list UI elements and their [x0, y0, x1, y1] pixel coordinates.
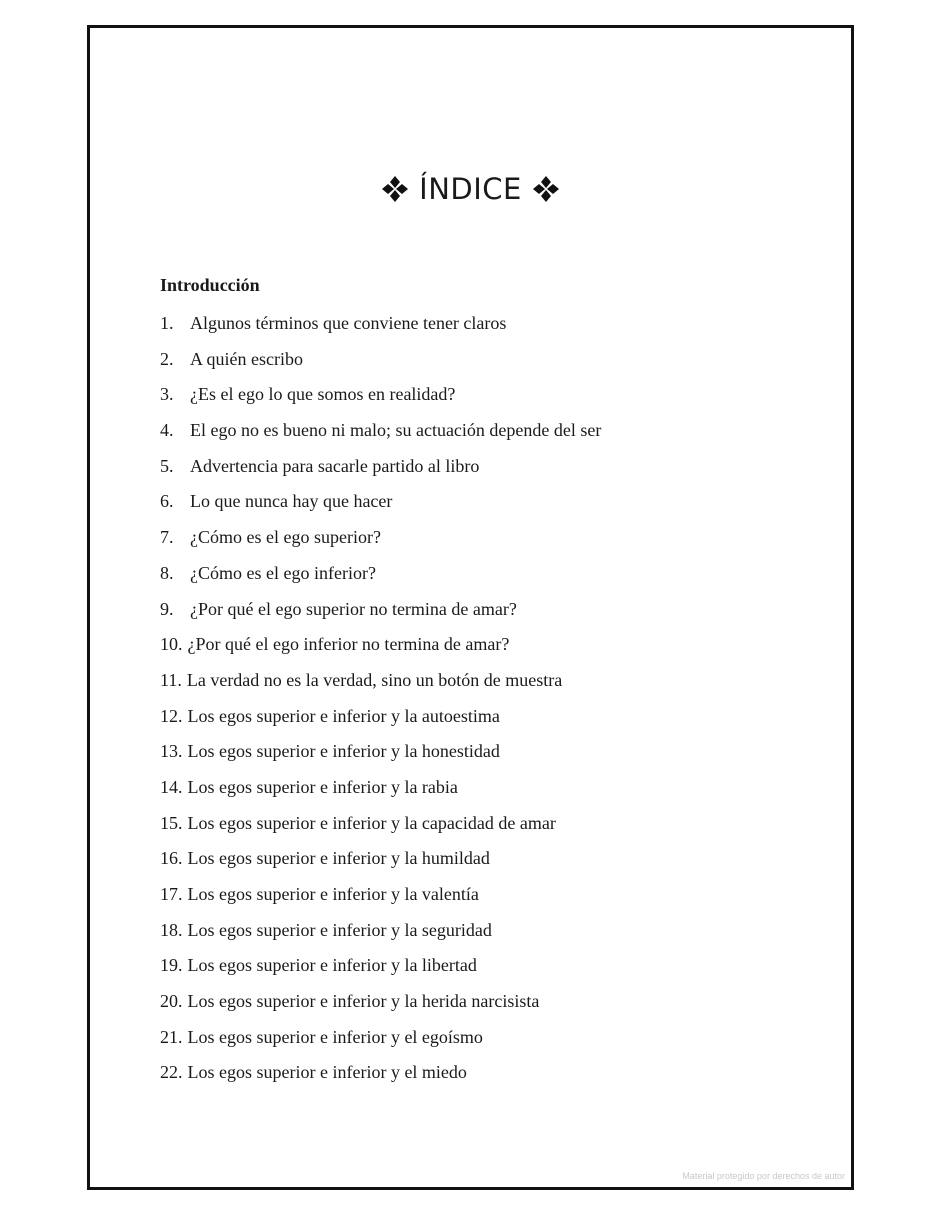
toc-item[interactable] [160, 560, 601, 596]
toc-item[interactable] [160, 596, 601, 632]
toc-item[interactable] [160, 703, 601, 739]
toc-item-label: ¿Cómo es el ego inferior? [190, 562, 376, 583]
toc-item-number: 17. [160, 884, 183, 904]
copyright-watermark: Material protegido por derechos de autor [682, 1171, 845, 1181]
toc-item-number: 13. [160, 741, 183, 762]
toc-item[interactable] [160, 774, 601, 810]
toc-item-number: 7. [160, 527, 174, 548]
toc-list [160, 310, 601, 1095]
toc-item-label: Algunos términos que conviene tener claros [190, 313, 507, 333]
toc-item-number: 16. [160, 848, 183, 869]
page-title: ÍNDICE [419, 171, 522, 206]
document-page [87, 25, 854, 1190]
toc-item[interactable] [160, 881, 601, 917]
toc-item-label: Los egos superior e inferior y la rabia [187, 776, 458, 797]
toc-item[interactable] [160, 738, 601, 774]
toc-item[interactable] [160, 381, 601, 417]
toc-item-label: A quién escribo [190, 348, 303, 369]
toc-item[interactable] [160, 1059, 601, 1095]
diamond-cluster-icon [532, 175, 560, 203]
toc-item[interactable] [160, 810, 601, 846]
toc-item-number: 5. [160, 455, 174, 476]
toc-item[interactable] [160, 524, 601, 560]
toc-item-label: Los egos superior e inferior y el miedo [187, 1062, 467, 1083]
toc-item[interactable] [160, 310, 601, 346]
toc-item-number: 1. [160, 313, 174, 333]
toc-item-number: 12. [160, 705, 183, 726]
toc-item-label: Los egos superior e inferior y la libertad [187, 955, 477, 976]
toc-item[interactable] [160, 1024, 601, 1060]
toc-item[interactable] [160, 988, 601, 1024]
toc-item[interactable] [160, 488, 601, 524]
toc-item-number: 3. [160, 384, 174, 405]
toc-item-label: Los egos superior e inferior y la honestidad [187, 741, 500, 762]
toc-item-number: 11. [160, 669, 182, 690]
toc-item-number: 14. [160, 776, 183, 797]
toc-item-label: ¿Por qué el ego superior no termina de amar? [190, 598, 517, 619]
toc-item[interactable] [160, 453, 601, 489]
toc-item-label: Advertencia para sacarle partido al libro [190, 455, 480, 476]
toc-item-number: 19. [160, 955, 183, 976]
toc-item[interactable] [160, 917, 601, 953]
toc-item-number: 10. [160, 634, 183, 655]
diamond-cluster-icon [381, 175, 409, 203]
toc-item-label: Los egos superior e inferior y la herida narcisista [187, 991, 540, 1012]
toc-item-number: 15. [160, 812, 183, 833]
section-heading: Introducción [160, 275, 260, 295]
toc-item-label: Los egos superior e inferior y la humildad [187, 848, 490, 869]
toc-item[interactable] [160, 417, 601, 453]
toc-item-number: 20. [160, 991, 183, 1012]
toc-item-number: 9. [160, 598, 174, 619]
title-row [90, 169, 851, 209]
toc-item-label: Lo que nunca hay que hacer [190, 491, 393, 512]
toc-item-number: 8. [160, 562, 174, 583]
toc-item[interactable] [160, 667, 601, 703]
toc-item-label: Los egos superior e inferior y la autoestima [187, 705, 500, 726]
toc-item[interactable] [160, 952, 601, 988]
toc-item-label: ¿Es el ego lo que somos en realidad? [190, 384, 456, 405]
toc-item-number: 4. [160, 420, 174, 441]
toc-item[interactable] [160, 631, 601, 667]
toc-item-label: Los egos superior e inferior y la capacidad de amar [187, 812, 556, 833]
toc-item-label: ¿Cómo es el ego superior? [190, 527, 381, 548]
toc-item-label: Los egos superior e inferior y la valentía [187, 884, 479, 904]
toc-item-number: 21. [160, 1026, 183, 1047]
toc-item-number: 22. [160, 1062, 183, 1083]
toc-item-label: Los egos superior e inferior y el egoísmo [187, 1026, 483, 1047]
toc-item-label: La verdad no es la verdad, sino un botón de muestra [186, 669, 563, 690]
toc-item-label: Los egos superior e inferior y la seguridad [187, 919, 492, 940]
toc-item[interactable] [160, 845, 601, 881]
toc-item[interactable] [160, 346, 601, 382]
toc-item-label: El ego no es bueno ni malo; su actuación depende del ser [190, 420, 602, 441]
toc-item-number: 18. [160, 919, 183, 940]
toc-item-number: 6. [160, 491, 174, 512]
toc-item-number: 2. [160, 348, 174, 369]
toc-item-label: ¿Por qué el ego inferior no termina de amar? [187, 634, 510, 655]
